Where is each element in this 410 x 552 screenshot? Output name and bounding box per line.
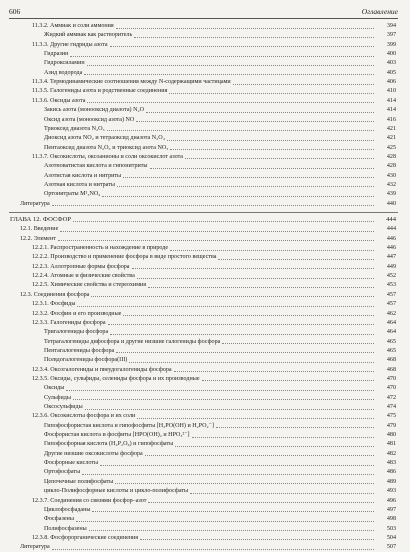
toc-entry-page: 452	[386, 273, 396, 280]
dot-leader	[110, 46, 374, 47]
toc-entry-page: 470	[386, 375, 396, 382]
toc-entry	[0, 515, 410, 524]
dot-leader	[202, 380, 374, 381]
toc-entry	[0, 394, 410, 403]
toc-entry-page: 446	[386, 235, 396, 242]
toc-entry-title: Фосфорные кислоты	[44, 460, 99, 467]
dot-leader	[150, 168, 374, 169]
dot-leader	[190, 493, 374, 494]
toc-entry-page: 503	[386, 525, 396, 532]
toc-entry	[0, 412, 410, 421]
toc-entry	[0, 319, 410, 328]
dot-leader	[89, 530, 374, 531]
dot-leader	[140, 539, 374, 540]
toc-entry-title: Диоксид азота NO₂ и тетраоксид диазота N₂O₄	[44, 135, 165, 142]
toc-entry-page: 489	[386, 478, 396, 485]
toc-entry-page: 410	[386, 88, 396, 95]
toc-entry-title: Ортонитраты M¹₃NO₄	[44, 191, 101, 198]
toc-entry-page: 474	[386, 404, 396, 410]
toc-entry-page: 453	[386, 282, 396, 289]
toc-entry-title: Полифосфазены	[44, 525, 87, 532]
dot-leader	[132, 268, 374, 269]
dot-leader	[123, 315, 374, 316]
toc-entry-title: 12.2.4. Атомные и физические свойства	[32, 273, 135, 280]
dot-leader	[175, 446, 374, 447]
toc-entry	[0, 235, 410, 244]
dot-leader	[137, 418, 374, 419]
toc-entry-title: 12.3.6. Оксокислоты фосфора и их соли	[32, 413, 136, 420]
dot-leader	[107, 130, 374, 131]
toc-entry	[0, 440, 410, 449]
toc-entry-page: 421	[386, 135, 396, 142]
toc-entry	[0, 300, 410, 309]
toc-entry-page: 464	[386, 319, 396, 326]
toc-entry-title: ГЛАВА 12. ФОСФОР	[10, 216, 72, 223]
dot-leader	[192, 437, 374, 438]
toc-entry-page: 468	[386, 366, 396, 373]
toc-entry-page: 421	[386, 125, 396, 132]
dot-leader	[91, 296, 374, 297]
dot-leader	[174, 371, 374, 372]
toc-entry	[0, 263, 410, 272]
toc-entry	[0, 78, 410, 87]
toc-entry-title: 12.3.8. Фосфорорганические соединения	[32, 534, 139, 541]
toc-entry-title: 12.3. Соединения фосфора	[20, 291, 90, 298]
dot-leader	[73, 399, 374, 400]
toc-entry	[0, 50, 410, 59]
toc-entry-page: 504	[386, 534, 396, 541]
toc-entry-title: 12.3.7. Соединения со связями фосфор–азот	[32, 497, 147, 504]
toc-entry-title: Тетрагалогениды дифосфора и другие низшие галогениды фосфора	[44, 338, 221, 345]
dot-leader	[115, 483, 374, 484]
dot-leader	[100, 465, 374, 466]
toc-entry	[0, 162, 410, 171]
toc-entry-title: 11.3.4. Термодинамические соотношения между N-содержащими частицами	[32, 79, 231, 86]
toc-entry	[0, 375, 410, 384]
toc-entry-page: 486	[386, 469, 396, 476]
toc-entry-title: Оксид азота (монооксид азота) NO	[44, 116, 135, 123]
toc-entry-page: 414	[386, 97, 396, 104]
dot-leader	[170, 149, 374, 150]
toc-entry-title: 12.3.2. Фосфин и его производные	[32, 310, 122, 317]
dot-leader	[218, 259, 374, 260]
toc-entry	[0, 144, 410, 153]
toc-entry-title: 12.3.5. Оксиды, сульфиды, селениды фосфора и их производные	[32, 375, 200, 382]
toc-entry	[0, 422, 410, 431]
dot-leader	[134, 37, 374, 38]
toc-entry-title: Тригалогениды фосфора	[44, 329, 109, 336]
dot-leader	[146, 112, 374, 113]
dot-leader	[169, 93, 374, 94]
toc-entry-title: Фосфористая кислота и фосфиты [HPO(OH)₂ и HPO₃²⁻]	[44, 432, 190, 439]
toc-entry-page: 432	[386, 181, 396, 188]
toc-entry-page: 397	[386, 32, 396, 39]
toc-entry	[0, 487, 410, 496]
toc-entry	[0, 125, 410, 134]
toc-entry-title: 11.3.5. Галогениды азота и родственные соединения	[32, 88, 168, 95]
dot-leader	[123, 177, 374, 178]
toc-entry-title: Гипофосфористая кислота и гипофосфиты [H₂PO(OH) и H₂PO₂⁻]	[44, 422, 214, 429]
toc-entry-title: 12.3.1. Фосфиды	[32, 301, 76, 308]
toc-entry	[0, 172, 410, 181]
toc-entry-title: Азотная кислота и нитраты	[44, 181, 115, 188]
toc-entry-page: 444	[386, 226, 396, 233]
toc-entry	[0, 190, 410, 199]
toc-entry	[0, 478, 410, 487]
toc-entry-title: 12.2.2. Производство и применение фосфора в виде простого вещества	[32, 254, 217, 261]
dot-leader	[233, 84, 374, 85]
running-title: Оглавление	[361, 7, 398, 16]
toc-entry-page: 483	[386, 460, 396, 467]
toc-entry-title: Псевдогалогениды фосфора(III)	[44, 357, 128, 364]
dot-leader	[84, 74, 374, 75]
toc-entry-title: 11.3.7. Оксокислоты, оксоанионы и соли оксокислот азота	[32, 153, 184, 160]
dot-leader	[116, 352, 374, 353]
toc-entry-page: 394	[386, 23, 396, 29]
toc-entry	[0, 497, 410, 506]
toc-entry-page: 480	[386, 432, 396, 439]
toc-entry	[0, 59, 410, 68]
dot-leader	[137, 278, 374, 279]
toc-entry-title: Гидроксиламин	[44, 60, 85, 67]
toc-entry	[0, 403, 410, 412]
toc-entry-title: 11.3.6. Оксиды азота	[32, 97, 86, 104]
toc-entry-title: 12.1. Введение	[20, 226, 59, 233]
toc-entry	[0, 338, 410, 347]
toc-entry	[0, 106, 410, 115]
dot-leader	[185, 158, 374, 159]
toc-entry-page: 446	[386, 245, 396, 252]
toc-entry	[0, 328, 410, 337]
toc-entry	[0, 506, 410, 515]
toc-entry-title: Литература	[20, 544, 50, 551]
dot-leader	[87, 65, 374, 66]
toc-entry-title: Пентагалогениды фосфора	[44, 347, 115, 354]
toc-entry-page: 464	[386, 329, 396, 336]
toc-entry-page: 479	[386, 422, 396, 429]
toc-entry-title: Гипофосфорная кислота (H₄P₂O₆) и гипофосфаты	[44, 441, 174, 448]
toc-entry-page: 507	[386, 544, 396, 551]
toc-entry-page: 496	[386, 497, 396, 504]
toc-entry	[0, 543, 410, 552]
dot-leader	[148, 502, 374, 503]
toc-entry-page: 481	[386, 441, 396, 448]
toc-entry-page: 405	[386, 69, 396, 76]
toc-entry-page: 498	[386, 516, 396, 523]
toc-entry-title: Цепочечные полифосфаты	[44, 478, 114, 485]
dot-leader	[216, 427, 374, 428]
toc-entry	[0, 215, 410, 224]
dot-leader	[117, 186, 374, 187]
toc-entry	[0, 31, 410, 40]
toc-entry-page: 439	[386, 191, 396, 198]
toc-entry-title: Оксиды	[44, 385, 65, 392]
toc-entry	[0, 116, 410, 125]
toc-entry	[0, 384, 410, 393]
toc-entry	[0, 468, 410, 477]
toc-entry	[0, 253, 410, 262]
toc-entry	[0, 356, 410, 365]
page-header	[9, 4, 398, 18]
toc-entry-page: 462	[386, 310, 396, 317]
chapter-rule	[9, 212, 398, 213]
dot-leader	[136, 121, 374, 122]
toc-entry	[0, 291, 410, 300]
toc-entry	[0, 97, 410, 106]
dot-leader	[85, 409, 374, 410]
toc-entry-title: 12.3.4. Оксогалогениды и пвеудогалогениды фосфора	[32, 366, 172, 373]
header-rule	[9, 18, 398, 19]
dot-leader	[60, 231, 374, 232]
toc-entry	[0, 134, 410, 143]
toc-entry	[0, 200, 410, 209]
toc-entry-page: 493	[386, 488, 396, 495]
dot-leader	[108, 324, 374, 325]
toc-entry-title: Сульфиды	[44, 394, 71, 401]
toc-entry-title: Жидкий аммиак как растворитель	[44, 32, 133, 39]
toc-entry-page: 399	[386, 41, 396, 48]
toc-entry-page: 475	[386, 413, 396, 420]
toc-entry-title: 12.2.5. Химические свойства и стереохимия	[32, 282, 147, 289]
toc-entry-page: 400	[386, 51, 396, 58]
toc-entry-title: Циклофосфаданы	[44, 506, 91, 513]
toc-entry-title: Литература	[20, 200, 50, 207]
dot-leader	[92, 511, 374, 512]
toc-entry-title: Азотноватистая кислота и гипонитриты	[44, 163, 148, 170]
toc-entry	[0, 366, 410, 375]
toc-entry	[0, 347, 410, 356]
toc-entry-page: 425	[386, 144, 396, 151]
toc-entry	[0, 310, 410, 319]
toc-entry-title: Гидразин	[44, 51, 69, 58]
toc-entry-page: 447	[386, 254, 396, 261]
toc-entry-title: Фосфазены	[44, 516, 74, 523]
dot-leader	[58, 240, 374, 241]
dot-leader	[73, 221, 374, 222]
dot-leader	[87, 102, 374, 103]
toc-entry	[0, 22, 410, 31]
toc-entry	[0, 459, 410, 468]
toc-entry-page: 406	[386, 79, 396, 86]
toc-entry-title: Другие низшие оксокислоты фосфора	[44, 450, 143, 457]
dot-leader	[110, 334, 374, 335]
toc-entry-page: 416	[386, 116, 396, 123]
toc-entry-title: 12.2.3. Аллотропные формы фосфора	[32, 263, 130, 270]
toc-entry	[0, 69, 410, 78]
toc-entry-title: 12.3.3. Галогениды фосфора	[32, 319, 106, 326]
toc-entry-page: 430	[386, 172, 396, 179]
toc-entry	[0, 534, 410, 543]
toc-entry-title: Азотистая кислота и нитриты	[44, 172, 122, 179]
toc-entry-title: 12.2.1. Распространенность и нахождение в природе	[32, 245, 169, 252]
dot-leader	[116, 28, 374, 29]
toc-entry	[0, 281, 410, 290]
dot-leader	[129, 362, 374, 363]
toc-entry-page: 457	[386, 301, 396, 308]
toc-entry-title: Закись азота (монооксид диазота) N₂O	[44, 107, 145, 114]
toc-entry-title: Пентаоксид диазота N₂O₅ и триоксид азота NO₃	[44, 144, 169, 151]
toc-entry	[0, 525, 410, 534]
toc-entry-page: 482	[386, 450, 396, 457]
toc-entry-page: 428	[386, 153, 396, 160]
toc-entry	[0, 244, 410, 253]
toc-entry-page: 465	[386, 338, 396, 345]
dot-leader	[102, 196, 374, 197]
toc-entry-page: 470	[386, 385, 396, 392]
dot-leader	[66, 390, 374, 391]
toc-entry-title: 12.2. Элемент	[20, 235, 56, 242]
toc-entry-page: 497	[386, 506, 396, 513]
toc-entry-page: 449	[386, 263, 396, 270]
toc-entry	[0, 181, 410, 190]
toc-entry-title: Триоксид диазота N₂O₃	[44, 125, 105, 132]
page-number: 606	[9, 7, 21, 16]
toc-entry-page: 440	[386, 200, 396, 207]
toc-entry-page: 457	[386, 291, 396, 298]
toc-entry-title: цикло-Полифосфорные кислоты и цикло-полифосфаты	[44, 488, 189, 495]
toc-entry-page: 468	[386, 357, 396, 364]
dot-leader	[148, 287, 374, 288]
dot-leader	[82, 474, 374, 475]
toc-entry-page: 444	[386, 216, 396, 223]
dot-leader	[77, 306, 374, 307]
dot-leader	[76, 521, 374, 522]
dot-leader	[70, 56, 374, 57]
dot-leader	[145, 455, 374, 456]
toc-entry	[0, 225, 410, 234]
toc-entry-title: 11.3.3. Другие гидриды азота	[32, 41, 108, 48]
toc-entry-page: 414	[386, 107, 396, 114]
toc-entry-page: 403	[386, 60, 396, 67]
dot-leader	[170, 250, 374, 251]
toc-entry	[0, 153, 410, 162]
toc-entry-title: Ортофосфаты	[44, 469, 81, 476]
toc-entry	[0, 431, 410, 440]
toc-entry	[0, 450, 410, 459]
dot-leader	[52, 549, 374, 550]
dot-leader	[222, 343, 374, 344]
toc-entry	[0, 41, 410, 50]
dot-leader	[167, 140, 374, 141]
toc-entry-page: 465	[386, 347, 396, 354]
toc-entry-title: 11.3.2. Аммиак и соли аммония	[32, 23, 114, 29]
toc-entry	[0, 87, 410, 96]
dot-leader	[52, 205, 374, 206]
toc-entry	[0, 272, 410, 281]
toc-entry-title: Азид водорода	[44, 69, 83, 76]
toc-entry-page: 472	[386, 394, 396, 401]
toc-entry-title: Оксосульфиды	[44, 404, 83, 410]
toc-entry-page: 428	[386, 163, 396, 170]
